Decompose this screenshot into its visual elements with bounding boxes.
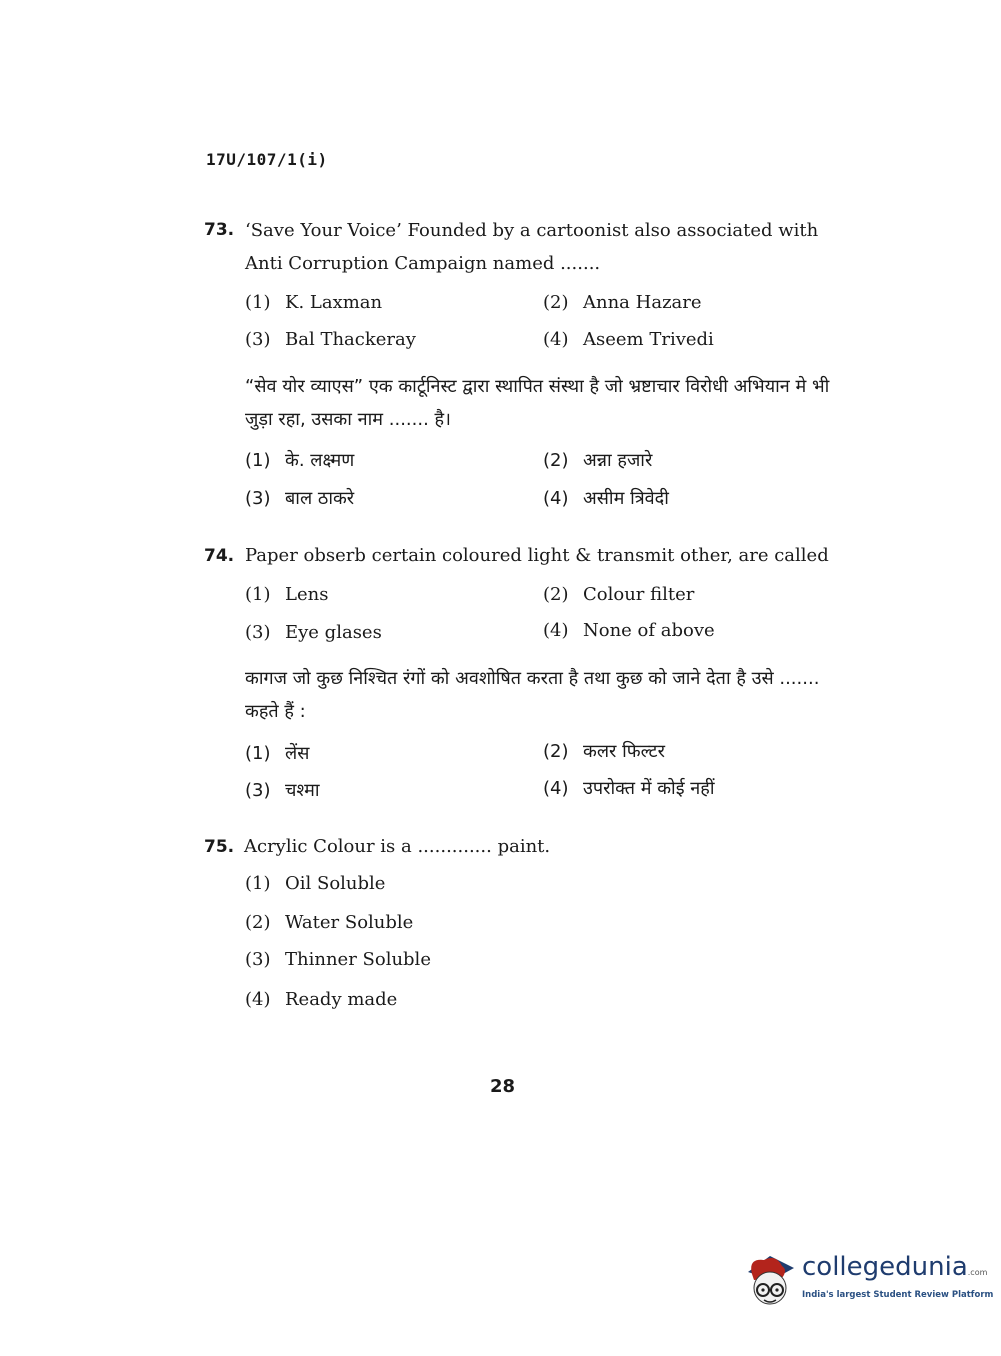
q74-option-en-1 xyxy=(245,584,328,605)
q75-option-en-1 xyxy=(245,873,385,894)
page-number: 28 xyxy=(490,1076,516,1097)
q74-option-hi-1 xyxy=(245,741,309,765)
option-number: (3) xyxy=(245,622,271,643)
option-text: None of above xyxy=(583,620,715,641)
option-text: Bal Thackeray xyxy=(285,329,416,350)
option-number: (1) xyxy=(245,743,271,764)
option-number: (1) xyxy=(245,873,271,894)
q74-option-en-2 xyxy=(543,584,694,605)
q73-option-hi-4 xyxy=(543,486,669,510)
q75-option-en-4 xyxy=(245,989,397,1010)
q74-text-hi: कागज जो कुछ निश्चित रंगों को अवशोषित करता है तथा कुछ को जाने देता है उसे ....... कहते हैं : xyxy=(245,668,820,722)
option-number: (2) xyxy=(543,450,569,471)
option-number: (4) xyxy=(543,620,569,641)
option-number: (1) xyxy=(245,292,271,313)
q73-text-en: ‘Save Your Voice’ Founded by a cartoonist also associated with Anti Corruption Campaign named ....... xyxy=(245,220,819,274)
option-text: K. Laxman xyxy=(285,292,383,313)
option-text: अन्ना हजारे xyxy=(583,450,653,471)
option-number: (4) xyxy=(245,989,271,1010)
brand-suffix: .com xyxy=(967,1268,988,1277)
option-number: (4) xyxy=(543,488,569,509)
option-text: Anna Hazare xyxy=(583,292,702,313)
option-text: Eye glases xyxy=(285,622,382,643)
option-text: लेंस xyxy=(285,743,310,764)
option-number: (3) xyxy=(245,488,271,509)
option-number: (2) xyxy=(543,584,569,605)
q73-option-hi-1 xyxy=(245,448,354,472)
q75-option-en-3 xyxy=(245,949,431,970)
option-text: Thinner Soluble xyxy=(285,949,431,970)
option-number: (4) xyxy=(543,778,569,799)
option-text: चश्मा xyxy=(285,780,320,801)
q74-option-hi-2 xyxy=(543,739,665,763)
q74-option-en-4 xyxy=(543,620,715,641)
q75-option-en-2 xyxy=(245,912,413,933)
option-number: (2) xyxy=(543,292,569,313)
q74-text-en: Paper obserb certain coloured light & transmit other, are called xyxy=(245,545,829,566)
option-text: Water Soluble xyxy=(285,912,414,933)
q73-text-hi: “सेव योर व्याएस” एक कार्टूनिस्ट द्वारा स्थापित संस्था है जो भ्रष्टाचार विरोधी अभियान मे भी जुड़ा रहा, उसका नाम ....... है। xyxy=(245,376,830,430)
q73-number: 73. xyxy=(204,220,235,240)
option-number: (3) xyxy=(245,329,271,350)
option-number: (2) xyxy=(543,741,569,762)
q74-option-hi-4 xyxy=(543,776,714,800)
option-number: (4) xyxy=(543,329,569,350)
option-number: (3) xyxy=(245,949,271,970)
q73-option-hi-2 xyxy=(543,448,652,472)
q73-option-hi-3 xyxy=(245,486,354,510)
option-text: असीम त्रिवेदी xyxy=(583,488,669,509)
brand-tagline: India's largest Student Review Platform xyxy=(802,1290,994,1300)
option-number: (1) xyxy=(245,584,271,605)
option-number: (2) xyxy=(245,912,271,933)
q75-number: 75. xyxy=(204,837,235,857)
q73-option-en-1 xyxy=(245,292,382,313)
paper-code: 17U/107/1(i) xyxy=(206,150,328,169)
option-text: Aseem Trivedi xyxy=(583,329,714,350)
option-text: Ready made xyxy=(285,989,398,1010)
option-text: Lens xyxy=(285,584,329,605)
mascot-icon xyxy=(742,1250,800,1312)
q74-number: 74. xyxy=(204,546,235,566)
q73-option-en-4 xyxy=(543,329,714,350)
q73-option-en-2 xyxy=(543,292,702,313)
brand-name xyxy=(802,1252,987,1282)
option-number: (3) xyxy=(245,780,271,801)
option-text: उपरोक्त में कोई नहीं xyxy=(583,778,715,799)
q75-text-en: Acrylic Colour is a ............. paint. xyxy=(244,836,551,857)
q74-option-en-3 xyxy=(245,622,382,643)
collegedunia-logo xyxy=(742,1250,994,1312)
option-number: (1) xyxy=(245,450,271,471)
q73-option-en-3 xyxy=(245,329,416,350)
q74-option-hi-3 xyxy=(245,778,320,802)
option-text: कलर फिल्टर xyxy=(583,741,665,762)
option-text: बाल ठाकरे xyxy=(285,488,355,509)
option-text: Oil Soluble xyxy=(285,873,386,894)
option-text: के. लक्ष्मण xyxy=(285,450,355,471)
brand-text: collegedunia xyxy=(802,1252,968,1282)
option-text: Colour filter xyxy=(583,584,695,605)
